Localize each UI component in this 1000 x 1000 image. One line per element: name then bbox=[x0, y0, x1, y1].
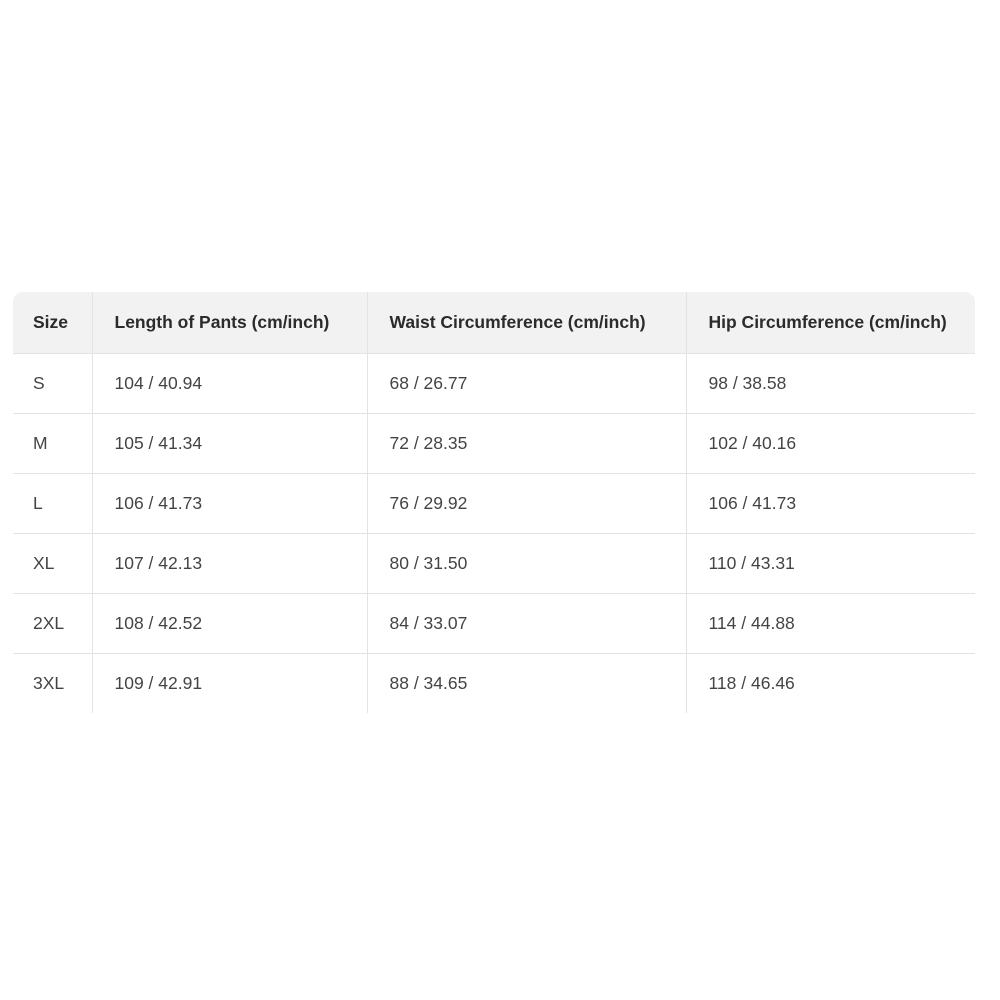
table-body bbox=[13, 353, 975, 713]
cell-length: 106 / 41.73 bbox=[92, 473, 367, 533]
table-row bbox=[13, 533, 975, 593]
header-waist-circumference: Waist Circumference (cm/inch) bbox=[367, 292, 686, 353]
cell-hip: 106 / 41.73 bbox=[686, 473, 975, 533]
cell-waist: 72 / 28.35 bbox=[367, 413, 686, 473]
cell-length: 107 / 42.13 bbox=[92, 533, 367, 593]
header-row bbox=[13, 292, 975, 353]
table-header bbox=[13, 292, 975, 353]
size-chart-table bbox=[13, 292, 975, 713]
cell-size: L bbox=[13, 473, 92, 533]
cell-hip: 110 / 43.31 bbox=[686, 533, 975, 593]
header-length-of-pants: Length of Pants (cm/inch) bbox=[92, 292, 367, 353]
cell-size: M bbox=[13, 413, 92, 473]
cell-hip: 114 / 44.88 bbox=[686, 593, 975, 653]
cell-size: S bbox=[13, 353, 92, 413]
size-chart-container bbox=[13, 292, 975, 716]
cell-waist: 80 / 31.50 bbox=[367, 533, 686, 593]
cell-hip: 98 / 38.58 bbox=[686, 353, 975, 413]
table-row bbox=[13, 413, 975, 473]
cell-hip: 118 / 46.46 bbox=[708, 672, 795, 693]
cell-hip: 102 / 40.16 bbox=[686, 413, 975, 473]
table-row bbox=[13, 473, 975, 533]
table-row bbox=[13, 653, 975, 713]
cell-waist: 88 / 34.65 bbox=[367, 653, 686, 713]
cell-length: 104 / 40.94 bbox=[92, 353, 367, 413]
cell-size: 2XL bbox=[13, 593, 92, 653]
cell-waist: 68 / 26.77 bbox=[367, 353, 686, 413]
table-row bbox=[13, 593, 975, 653]
table-row bbox=[13, 353, 975, 413]
cell-size: 3XL bbox=[13, 653, 92, 713]
header-hip-circumference: Hip Circumference (cm/inch) bbox=[686, 292, 975, 353]
cell-length: 108 / 42.52 bbox=[92, 593, 367, 653]
cell-waist: 84 / 33.07 bbox=[367, 593, 686, 653]
cell-length: 105 / 41.34 bbox=[92, 413, 367, 473]
cell-waist: 76 / 29.92 bbox=[367, 473, 686, 533]
cell-length: 109 / 42.91 bbox=[92, 653, 367, 713]
header-size: Size bbox=[13, 292, 92, 353]
cell-size: XL bbox=[13, 533, 92, 593]
